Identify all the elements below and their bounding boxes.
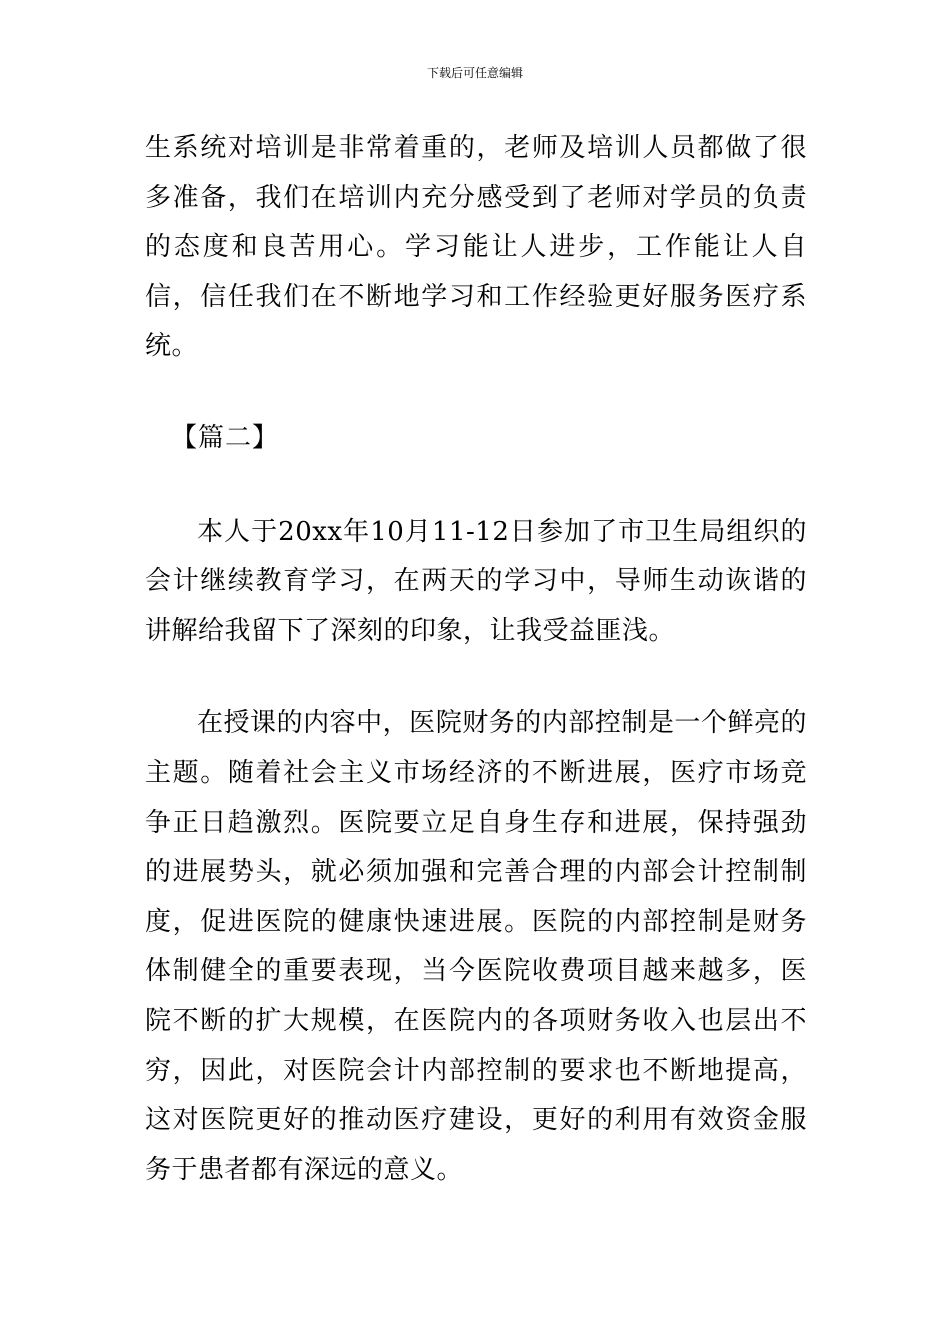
paragraph-spacer bbox=[145, 372, 807, 414]
paragraph-intro: 本人于20xx年10月11-12日参加了市卫生局组织的会计继续教育学习，在两天的学习中，导师生动诙谐的讲解给我留下了深刻的印象，让我受益匪浅。 bbox=[145, 516, 807, 646]
paragraph-spacer bbox=[145, 464, 807, 508]
paragraph-continuation: 生系统对培训是非常着重的，老师及培训人员都做了很多准备，我们在培训内充分感受到了老师对学员的负责的态度和良苦用心。学习能让人进步，工作能让人自信，信任我们在不断地学习和工作经验更好服务医疗系统。 bbox=[145, 133, 807, 362]
document-body bbox=[145, 124, 807, 1195]
paragraph-spacer bbox=[145, 656, 807, 699]
page-header-note: 下载后可任意编辑 bbox=[426, 66, 523, 80]
section-title: 【篇二】 bbox=[171, 422, 280, 453]
paragraph-internal-control: 在授课的内容中，医院财务的内部控制是一个鲜亮的主题。随着社会主义市场经济的不断进展，医疗市场竞争正日趋激烈。医院要立足自身生存和进展，保持强劲的进展势头，就必须加强和完善合理的内部会计控制制度，促进医院的健康快速进展。医院的内部控制是财务体制健全的重要表现，当今医院收费项目越来越多，医院不断的扩大规模，在医院内的各项财务收入也层出不穷，因此，对医院会计内部控制的要求也不断地提高，这对医院更好的推动医疗建设，更好的利用有效资金服务于患者都有深远的意义。 bbox=[145, 708, 807, 1185]
